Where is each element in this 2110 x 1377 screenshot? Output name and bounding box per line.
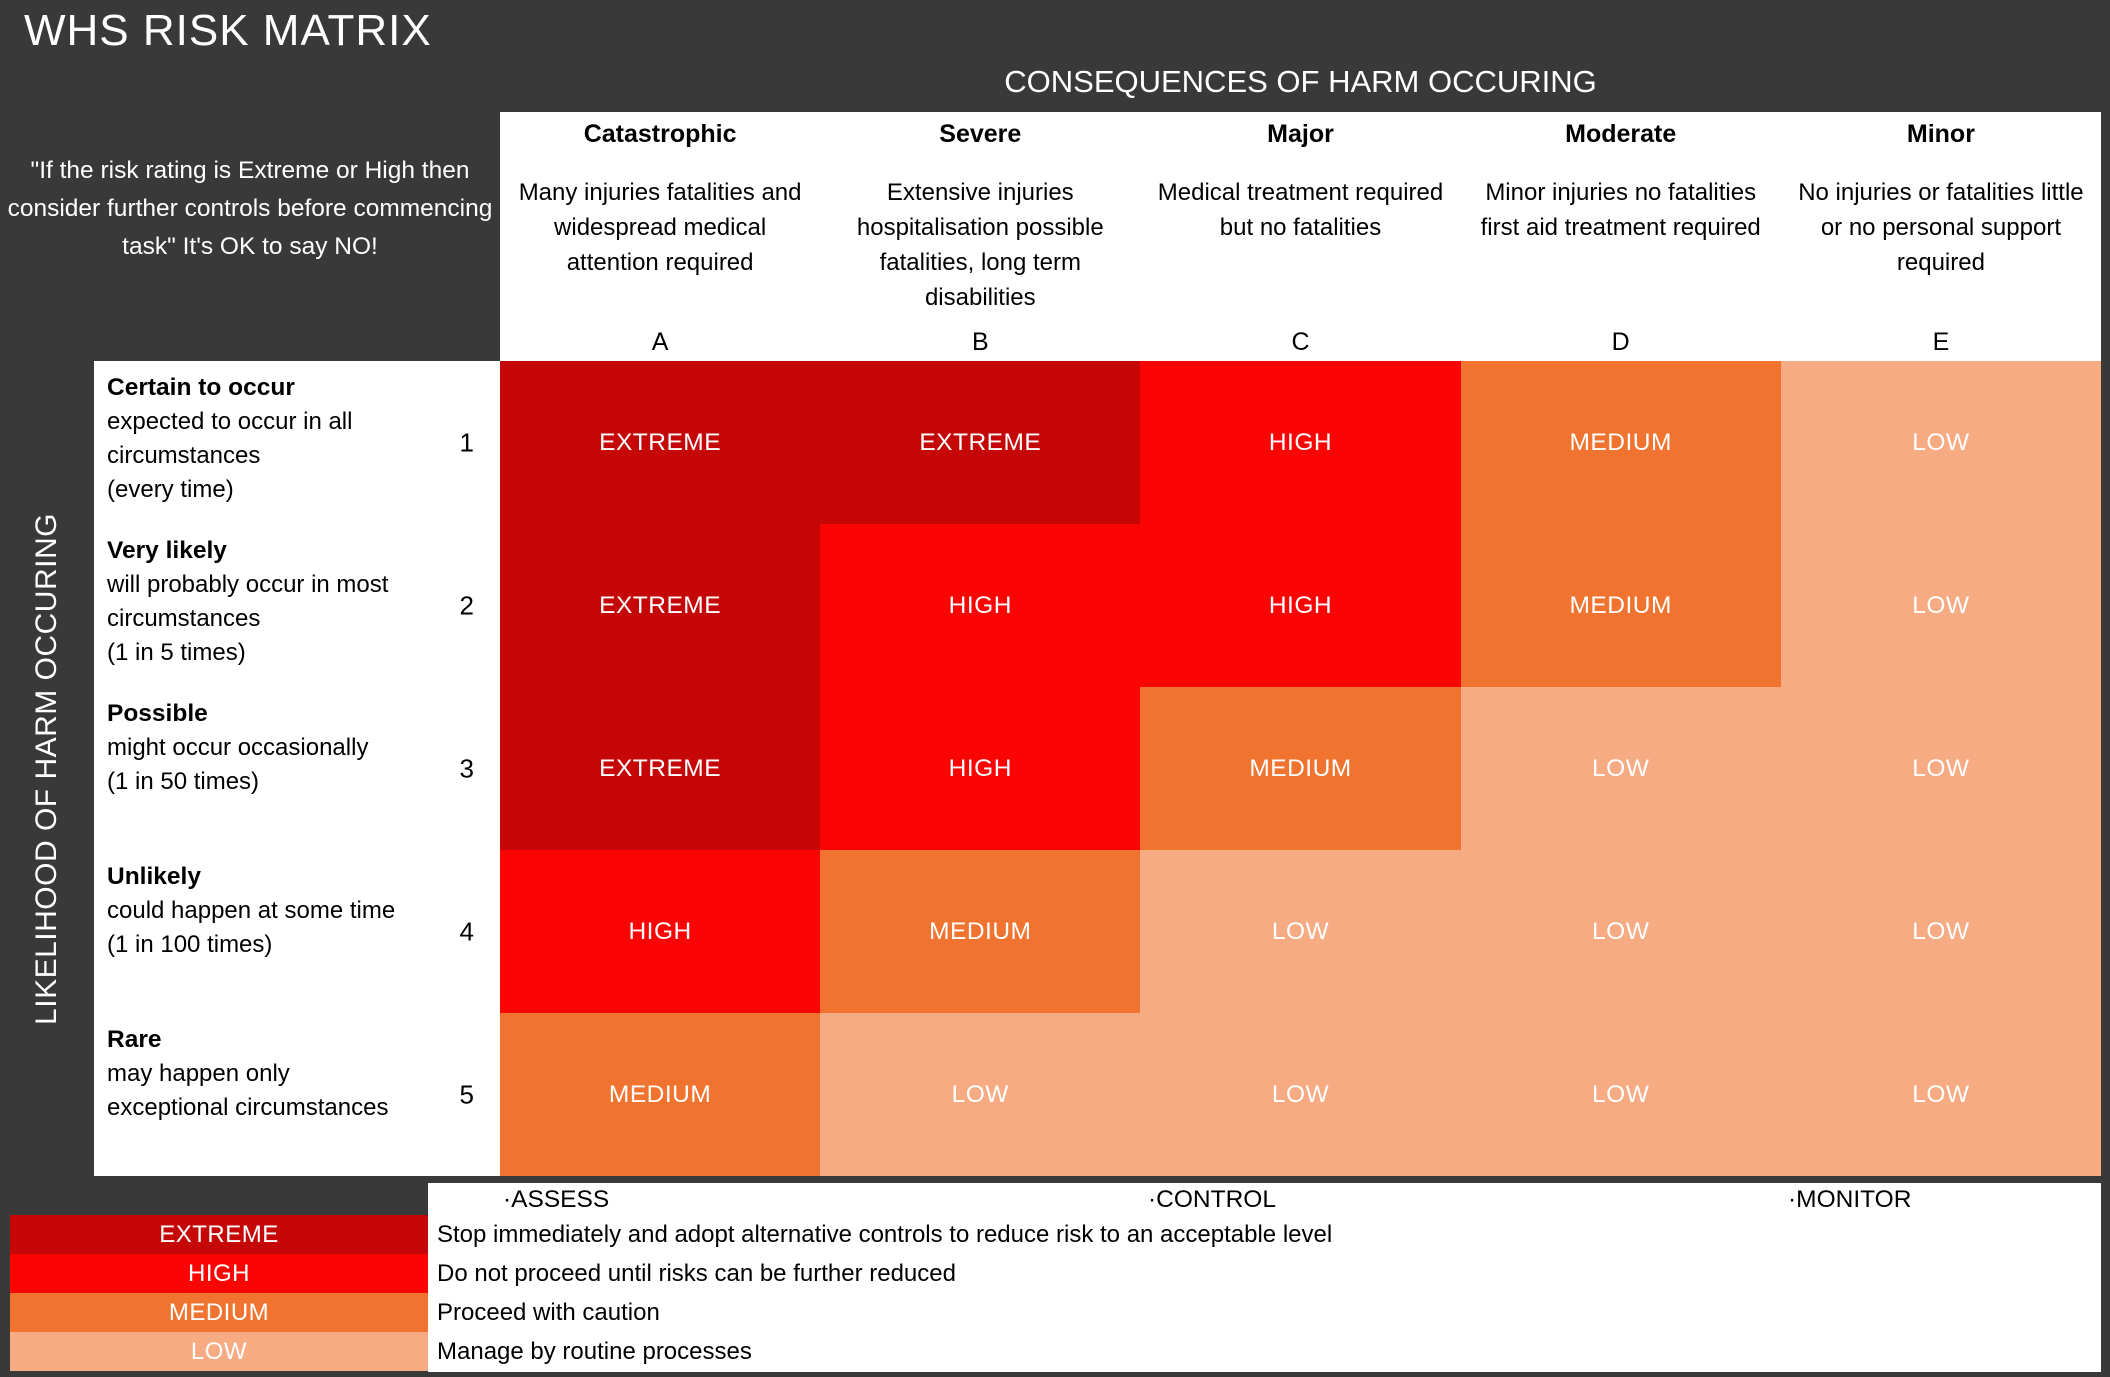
likelihood-description: will probably occur in most circumstances bbox=[107, 571, 389, 632]
risk-cell-C5: LOW bbox=[1140, 1013, 1460, 1176]
legend-swatch-extreme: EXTREME bbox=[10, 1215, 428, 1254]
risk-cell-E3: LOW bbox=[1781, 687, 2101, 850]
consequence-column-headers bbox=[500, 112, 2101, 361]
legend-phase-header-0: ·ASSESS bbox=[503, 1186, 610, 1213]
consequence-column-D bbox=[1461, 112, 1781, 361]
risk-cell-B5: LOW bbox=[820, 1013, 1140, 1176]
risk-matrix-grid bbox=[500, 361, 2101, 1176]
likelihood-name: Certain to occur bbox=[107, 374, 295, 401]
risk-cell-A5: MEDIUM bbox=[500, 1013, 820, 1176]
likelihood-axis-title-wrap bbox=[0, 361, 94, 1176]
likelihood-number: 4 bbox=[459, 916, 474, 946]
likelihood-name: Unlikely bbox=[107, 863, 201, 890]
likelihood-number: 3 bbox=[459, 753, 474, 783]
likelihood-description: expected to occur in all circumstances bbox=[107, 408, 353, 469]
consequence-description: No injuries or fatalities little or no personal support required bbox=[1798, 179, 2084, 276]
likelihood-row-1 bbox=[94, 361, 500, 524]
legend-swatch-medium: MEDIUM bbox=[10, 1293, 428, 1332]
likelihood-number: 5 bbox=[459, 1079, 474, 1109]
risk-cell-B4: MEDIUM bbox=[820, 850, 1140, 1013]
likelihood-frequency: (every time) bbox=[107, 476, 234, 503]
risk-cell-B3: HIGH bbox=[820, 687, 1140, 850]
risk-cell-D1: MEDIUM bbox=[1461, 361, 1781, 524]
legend-action-extreme: Stop immediately and adopt alternative controls to reduce risk to an acceptable level bbox=[437, 1220, 1333, 1248]
risk-cell-D5: LOW bbox=[1461, 1013, 1781, 1176]
legend-phase-header-2: ·MONITOR bbox=[1788, 1186, 1912, 1213]
likelihood-number: 1 bbox=[459, 427, 474, 457]
risk-cell-B2: HIGH bbox=[820, 524, 1140, 687]
consequences-axis-title: CONSEQUENCES OF HARM OCCURING bbox=[1004, 64, 1597, 99]
risk-cell-E1: LOW bbox=[1781, 361, 2101, 524]
likelihood-axis-title: LIKELIHOOD OF HARM OCCURING bbox=[30, 512, 64, 1025]
likelihood-frequency: (1 in 5 times) bbox=[107, 639, 246, 666]
likelihood-name: Rare bbox=[107, 1026, 162, 1053]
consequence-letter: B bbox=[971, 328, 989, 356]
page-title: WHS RISK MATRIX bbox=[24, 6, 432, 55]
consequence-letter: A bbox=[651, 328, 669, 356]
likelihood-frequency: (1 in 100 times) bbox=[107, 931, 273, 958]
likelihood-row-2 bbox=[94, 524, 500, 687]
likelihood-row-headers bbox=[94, 361, 500, 1176]
risk-cell-C2: HIGH bbox=[1140, 524, 1460, 687]
consequence-description: Minor injuries no fatalities first aid treatment required bbox=[1480, 179, 1761, 241]
consequence-description: Medical treatment required but no fatalities bbox=[1157, 179, 1444, 241]
legend-swatch-low: LOW bbox=[10, 1332, 428, 1371]
consequence-letter: C bbox=[1291, 328, 1310, 356]
risk-cell-D2: MEDIUM bbox=[1461, 524, 1781, 687]
likelihood-name: Possible bbox=[107, 700, 208, 727]
legend-swatch-high: HIGH bbox=[10, 1254, 428, 1293]
likelihood-name: Very likely bbox=[107, 537, 227, 564]
legend-action-medium: Proceed with caution bbox=[437, 1298, 660, 1326]
risk-cell-E2: LOW bbox=[1781, 524, 2101, 687]
consequence-column-C bbox=[1140, 112, 1460, 361]
consequence-letter: D bbox=[1611, 328, 1630, 356]
risk-level-legend bbox=[10, 1215, 428, 1371]
risk-cell-B1: EXTREME bbox=[820, 361, 1140, 524]
consequence-column-E bbox=[1781, 112, 2101, 361]
consequence-description: Extensive injuries hospitalisation possible fatalities, long term disabilities bbox=[856, 179, 1104, 311]
legend-action-high: Do not proceed until risks can be further reduced bbox=[437, 1259, 956, 1287]
likelihood-description: could happen at some time bbox=[107, 897, 396, 924]
consequence-name: Moderate bbox=[1565, 120, 1677, 148]
likelihood-frequency: (1 in 50 times) bbox=[107, 768, 260, 795]
likelihood-row-3 bbox=[94, 687, 500, 850]
consequence-column-A bbox=[500, 112, 820, 361]
advisory-note: "If the risk rating is Extreme or High then consider further controls before commencing task" It's OK to say NO! bbox=[7, 157, 493, 260]
risk-cell-E5: LOW bbox=[1781, 1013, 2101, 1176]
risk-cell-C1: HIGH bbox=[1140, 361, 1460, 524]
risk-cell-C4: LOW bbox=[1140, 850, 1460, 1013]
legend-action-low: Manage by routine processes bbox=[437, 1337, 752, 1365]
consequence-name: Major bbox=[1267, 120, 1334, 148]
legend-action-panel bbox=[428, 1183, 2101, 1372]
likelihood-description: may happen only exceptional circumstances bbox=[107, 1060, 389, 1121]
risk-cell-A2: EXTREME bbox=[500, 524, 820, 687]
likelihood-number: 2 bbox=[459, 590, 474, 620]
consequence-letter: E bbox=[1932, 328, 1950, 356]
likelihood-description: might occur occasionally bbox=[107, 734, 369, 761]
legend-phase-header-1: ·CONTROL bbox=[1148, 1186, 1276, 1213]
risk-cell-A1: EXTREME bbox=[500, 361, 820, 524]
risk-cell-C3: MEDIUM bbox=[1140, 687, 1460, 850]
consequence-column-B bbox=[820, 112, 1140, 361]
risk-cell-D3: LOW bbox=[1461, 687, 1781, 850]
risk-cell-A3: EXTREME bbox=[500, 687, 820, 850]
consequence-name: Minor bbox=[1906, 120, 1975, 148]
consequence-name: Severe bbox=[939, 120, 1022, 148]
risk-cell-D4: LOW bbox=[1461, 850, 1781, 1013]
consequence-name: Catastrophic bbox=[583, 120, 737, 148]
likelihood-row-5 bbox=[94, 1013, 500, 1176]
risk-cell-A4: HIGH bbox=[500, 850, 820, 1013]
risk-cell-E4: LOW bbox=[1781, 850, 2101, 1013]
likelihood-row-4 bbox=[94, 850, 500, 1013]
consequence-description: Many injuries fatalities and widespread medical attention required bbox=[518, 179, 802, 276]
